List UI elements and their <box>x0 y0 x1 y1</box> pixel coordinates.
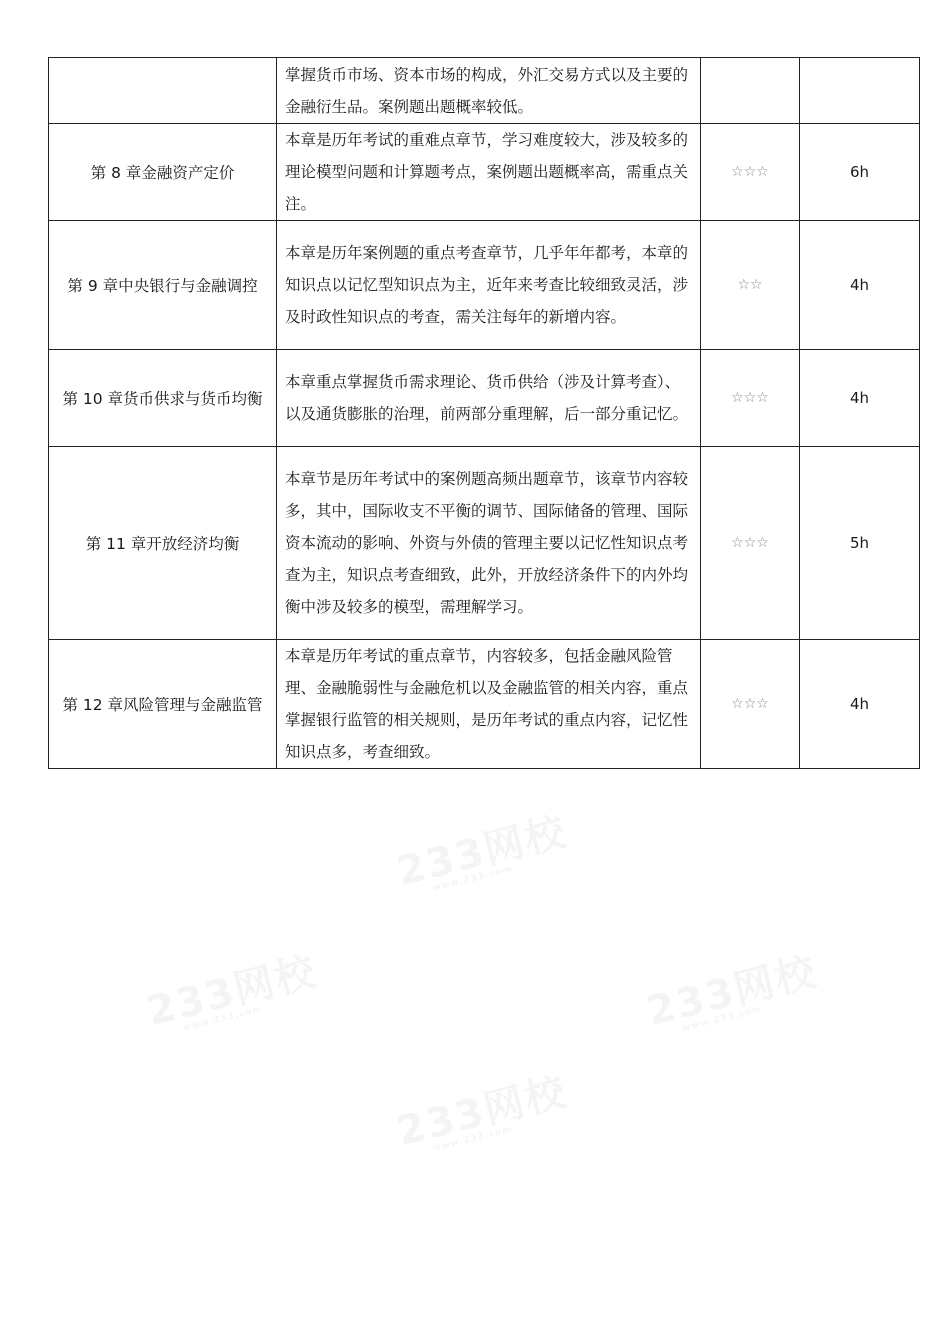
description-cell: 本章是历年考试的重难点章节，学习难度较大，涉及较多的理论模型问题和计算题考点，案例题出题概率高，需重点关注。 <box>277 124 701 221</box>
watermark-logo <box>140 940 323 1041</box>
table-row <box>49 640 920 769</box>
chapter-cell <box>49 58 277 124</box>
watermark-logo <box>640 940 823 1041</box>
study-hours-cell: 6h <box>800 124 920 221</box>
difficulty-stars-cell: ☆☆☆ <box>701 447 800 640</box>
description-cell: 本章节是历年考试中的案例题高频出题章节，该章节内容较多，其中，国际收支不平衡的调节、国际储备的管理、国际资本流动的影响、外资与外债的管理主要以记忆性知识点考查为主，知识点考查细致，此外，开放经济条件下的内外均衡中涉及较多的模型，需理解学习。 <box>277 447 701 640</box>
chapter-cell: 第 12 章风险管理与金融监管 <box>49 640 277 769</box>
table-row <box>49 124 920 221</box>
table-row <box>49 221 920 350</box>
description-cell: 本章重点掌握货币需求理论、货币供给（涉及计算考查）、以及通货膨胀的治理，前两部分重理解，后一部分重记忆。 <box>277 350 701 447</box>
table-row <box>49 447 920 640</box>
chapter-study-table <box>48 57 920 769</box>
study-hours-cell: 4h <box>800 221 920 350</box>
watermark-text <box>142 949 321 1036</box>
watermark-text <box>642 949 821 1036</box>
chapter-cell: 第 9 章中央银行与金融调控 <box>49 221 277 350</box>
chapter-cell: 第 11 章开放经济均衡 <box>49 447 277 640</box>
description-cell: 本章是历年案例题的重点考查章节，几乎年年都考，本章的知识点以记忆型知识点为主，近年来考查比较细致灵活，涉及时政性知识点的考查，需关注每年的新增内容。 <box>277 221 701 350</box>
study-hours-cell: 4h <box>800 350 920 447</box>
study-hours-cell <box>800 58 920 124</box>
difficulty-stars-cell: ☆☆☆ <box>701 640 800 769</box>
difficulty-stars-cell <box>701 58 800 124</box>
difficulty-stars-cell: ☆☆ <box>701 221 800 350</box>
watermark-text <box>392 1069 571 1156</box>
difficulty-stars-cell: ☆☆☆ <box>701 124 800 221</box>
watermark-text <box>392 809 571 896</box>
study-hours-cell: 4h <box>800 640 920 769</box>
chapter-cell: 第 8 章金融资产定价 <box>49 124 277 221</box>
description-cell: 掌握货币市场、资本市场的构成，外汇交易方式以及主要的金融衍生品。案例题出题概率较低。 <box>277 58 701 124</box>
description-cell: 本章是历年考试的重点章节，内容较多，包括金融风险管理、金融脆弱性与金融危机以及金融监管的相关内容，重点掌握银行监管的相关规则，是历年考试的重点内容，记忆性知识点多，考查细致。 <box>277 640 701 769</box>
table-row <box>49 350 920 447</box>
watermark-logo <box>390 800 573 901</box>
table-row <box>49 58 920 124</box>
study-hours-cell: 5h <box>800 447 920 640</box>
chapter-cell: 第 10 章货币供求与货币均衡 <box>49 350 277 447</box>
watermark-logo <box>390 1060 573 1161</box>
difficulty-stars-cell: ☆☆☆ <box>701 350 800 447</box>
